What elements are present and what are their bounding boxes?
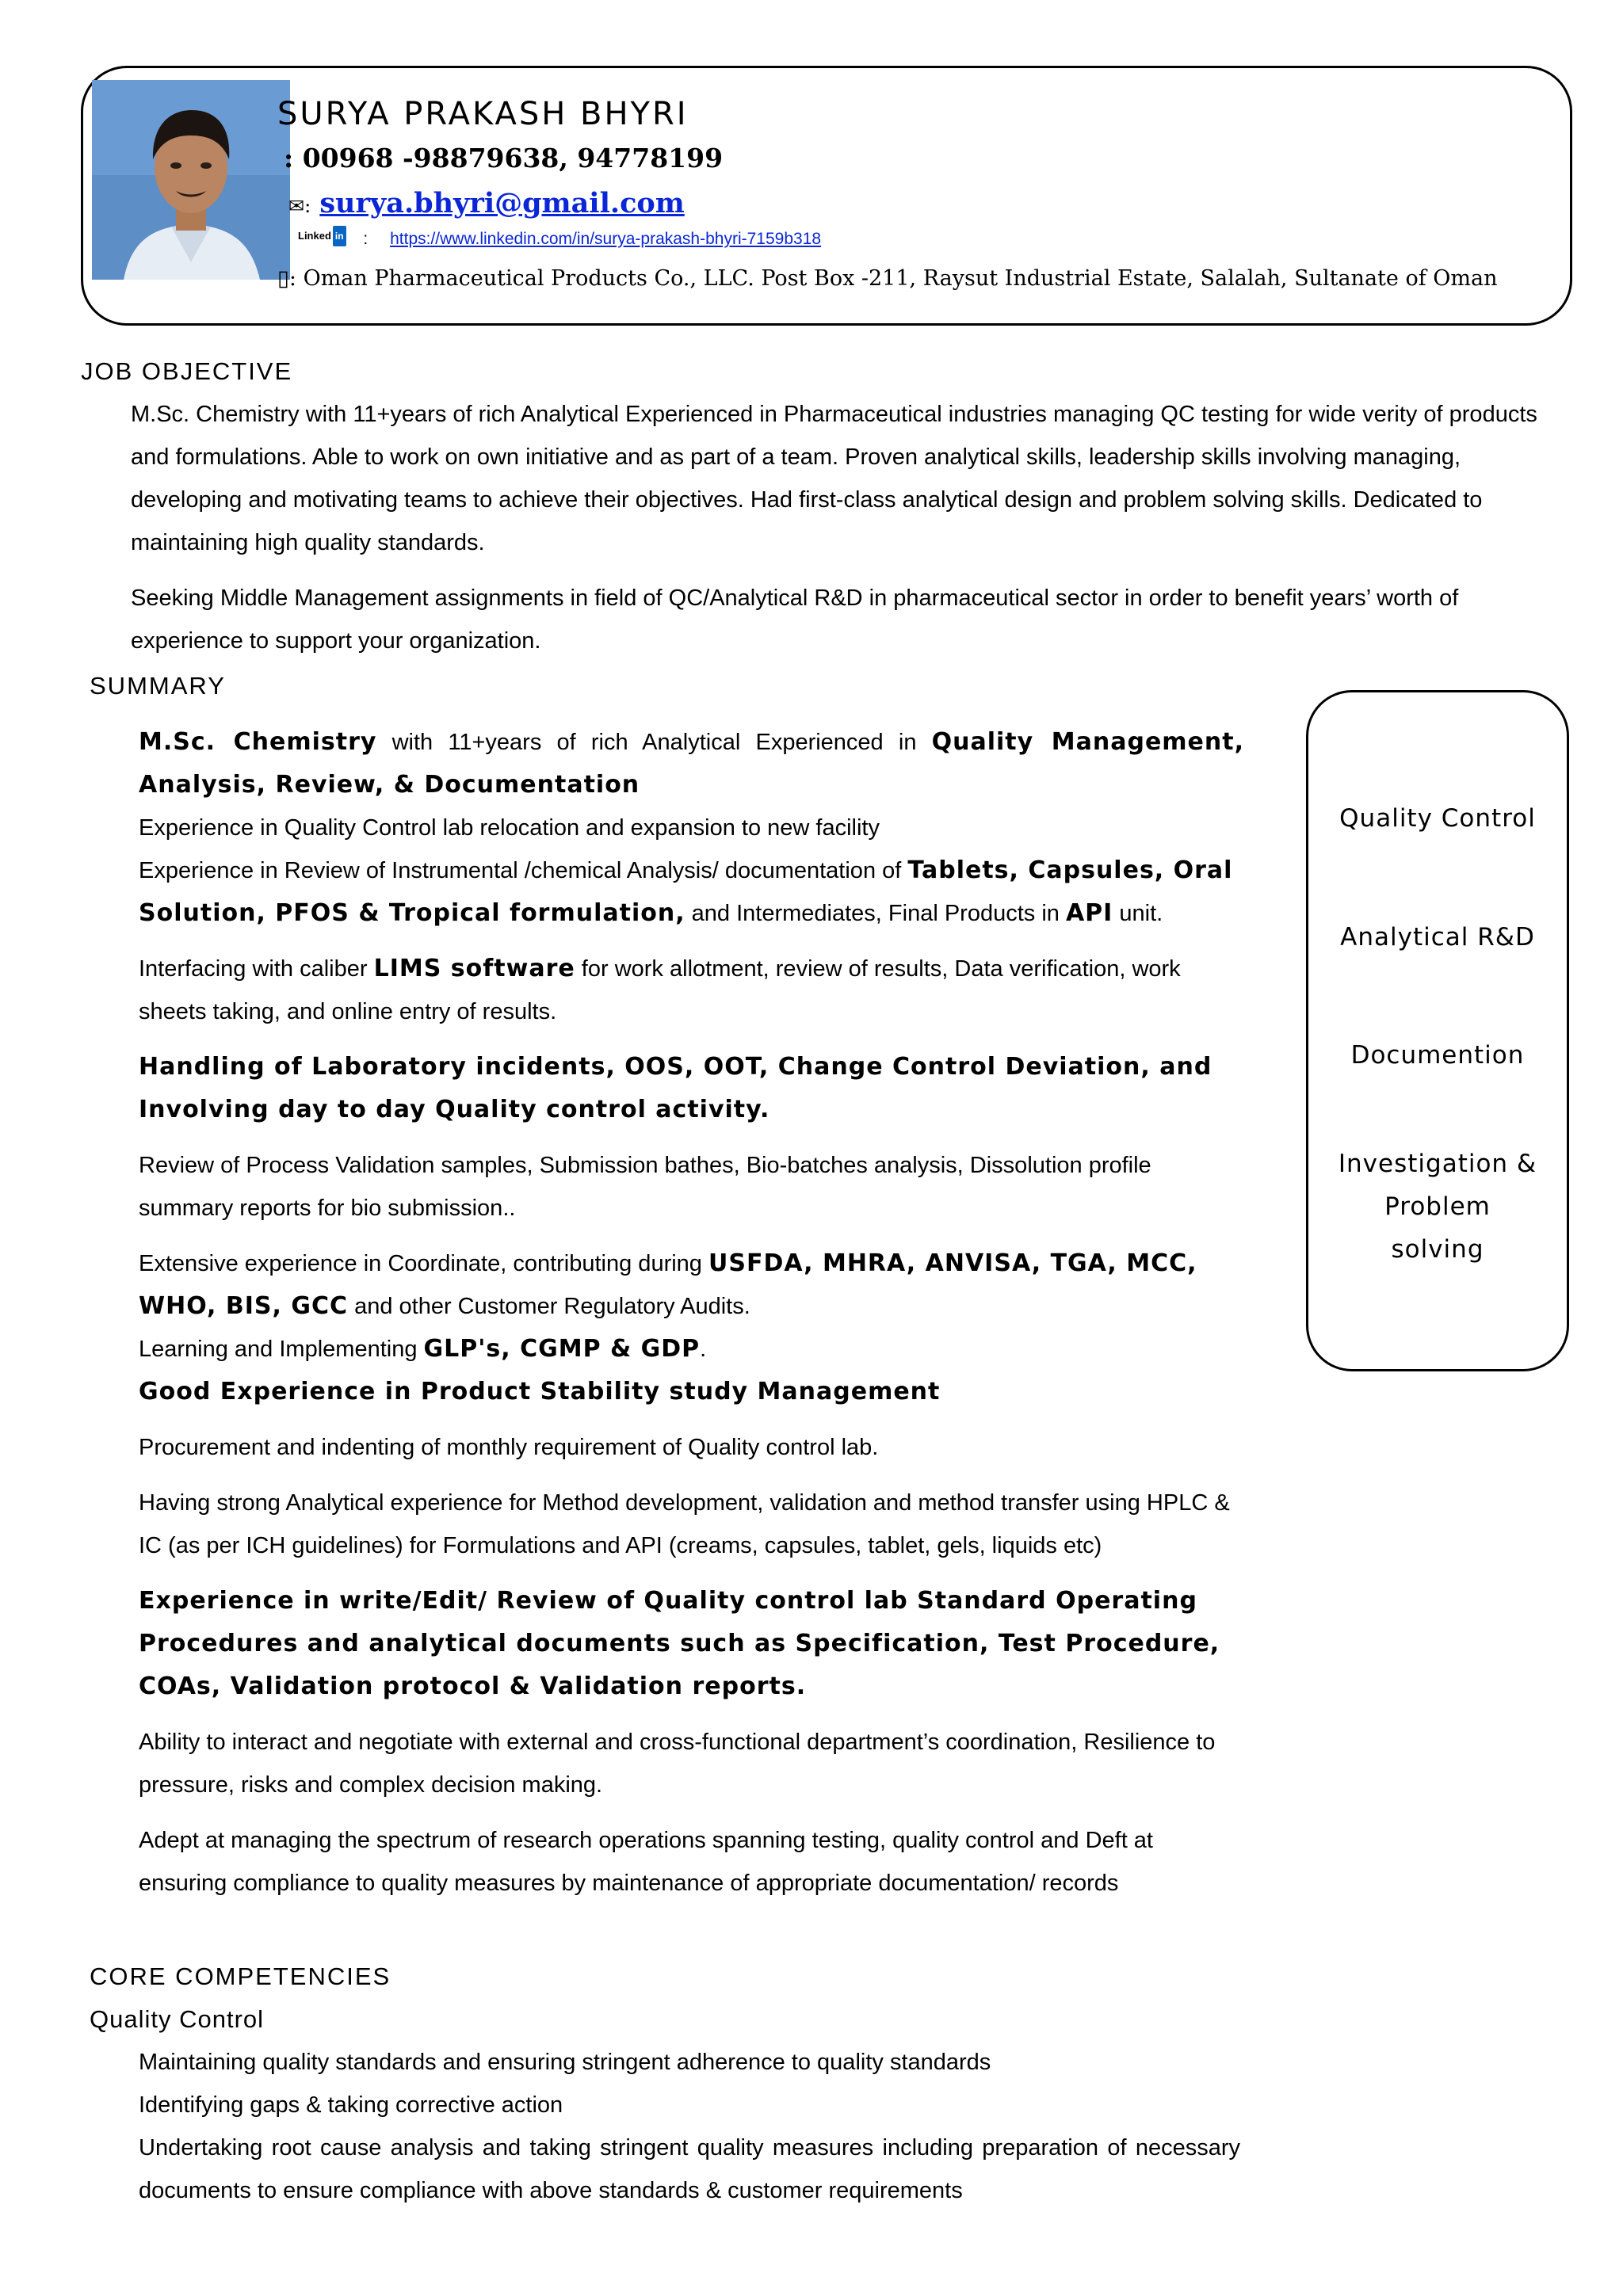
summary-item-4-text-b: for work allotment, review of results, Data verification, work sheets taking, and online entry of results.	[139, 956, 1181, 1024]
summary-item-12: Experience in write/Edit/ Review of Quality control lab Standard Operating Procedures and analytical documents such as Specification, Test Procedure, COAs, Validation protocol & Validation reports.	[139, 1587, 1220, 1700]
email-icon: ✉:	[288, 195, 311, 217]
summary-item-3-bold-a: Tablets, Capsules, Oral Solution, PFOS & Tropical formulation,	[139, 856, 1233, 927]
job-objective-section	[131, 393, 1541, 564]
summary-item-4-text-a: Interfacing with caliber	[139, 956, 374, 982]
email-link[interactable]: surya.bhyri@gmail.com	[319, 187, 685, 219]
summary-item-8	[139, 1328, 1244, 1371]
email-row	[288, 187, 685, 223]
summary-item-3-text-a: Experience in Review of Instrumental /chemical Analysis/ documentation of	[139, 858, 908, 883]
linkedin-row	[298, 226, 821, 250]
phone-number: 00968 -98879638, 94778199	[302, 143, 724, 174]
skill-investigation-line-1: Investigation &	[1338, 1150, 1537, 1178]
summary-item-3-bold-b: API	[1065, 899, 1113, 927]
summary-item-6: Review of Process Validation samples, Submission bathes, Bio-batches analysis, Dissolution profile summary reports for bio submission..	[139, 1153, 1151, 1221]
summary-item-8-text-b: .	[700, 1337, 707, 1362]
summary-item-14: Adept at managing the spectrum of research operations spanning testing, quality control and Deft at ensuring compliance to quality measures by maintenance of appropriate documentation/ records	[139, 1828, 1153, 1896]
summary-item-3	[139, 849, 1244, 935]
linkedin-label: Linked	[298, 230, 331, 242]
address-row	[277, 265, 1498, 292]
summary-item-5: Handling of Laboratory incidents, OOS, OOT, Change Control Deviation, and Involving day to day Quality control activity.	[139, 1053, 1212, 1123]
phone-row	[284, 143, 723, 174]
competency-item-1: Maintaining quality standards and ensuring stringent adherence to quality standards	[139, 2050, 991, 2075]
summary-item-9: Good Experience in Product Stability study Management	[139, 1378, 941, 1405]
skill-investigation-line-2: Problem	[1384, 1192, 1491, 1221]
job-objective-heading: JOB OBJECTIVE	[81, 357, 293, 385]
summary-item-7-text-b: and other Customer Regulatory Audits.	[348, 1294, 750, 1319]
summary-item-1	[139, 721, 1244, 807]
skill-quality-control: Quality Control	[1339, 804, 1536, 833]
summary-item-1-text: with 11+years of rich Analytical Experienced in	[376, 730, 932, 755]
core-competencies-heading: CORE COMPETENCIES	[90, 1962, 391, 1990]
phone-icon: :	[284, 143, 294, 174]
summary-item-4	[139, 948, 1244, 1033]
address-icon: ▯:	[277, 266, 296, 291]
summary-item-2: Experience in Quality Control lab relocation and expansion to new facility	[139, 815, 880, 841]
profile-photo	[92, 80, 290, 280]
core-competencies-subtitle: Quality Control	[90, 2005, 265, 2033]
competency-item-2: Identifying gaps & taking corrective action	[139, 2092, 563, 2118]
summary-item-7	[139, 1242, 1244, 1328]
summary-item-4-bold: LIMS software	[373, 955, 575, 982]
skill-analytical-rnd: Analytical R&D	[1340, 923, 1535, 952]
job-objective-paragraph-2: Seeking Middle Management assignments in field of QC/Analytical R&D in pharmaceutical sector in order to benefit years’ worth of experience to support your organization.	[131, 585, 1459, 654]
summary-heading: SUMMARY	[90, 672, 226, 700]
summary-item-10: Procurement and indenting of monthly requirement of Quality control lab.	[139, 1435, 879, 1460]
linkedin-icon	[298, 226, 346, 246]
skill-investigation-line-3: solving	[1391, 1235, 1484, 1264]
summary-item-1-bold-b: Quality Management, Analysis, Review, & Documentation	[139, 728, 1245, 799]
summary-item-3-text-c: unit.	[1113, 901, 1163, 926]
address-text: Oman Pharmaceutical Products Co., LLC. Post Box -211, Raysut Industrial Estate, Salalah, Sultanate of Oman	[303, 266, 1498, 291]
summary-item-1-bold-a: M.Sc. Chemistry	[139, 728, 377, 756]
summary-item-3-text-b: and Intermediates, Final Products in	[685, 901, 1066, 926]
summary-item-11: Having strong Analytical experience for Method development, validation and method transfer using HPLC & IC (as per ICH guidelines) for Formulations and API (creams, capsules, tablet, gels, liquids etc)	[139, 1490, 1230, 1558]
job-objective-clip	[131, 577, 1541, 654]
core-competencies-list	[139, 2041, 1240, 2212]
summary-item-8-text-a: Learning and Implementing	[139, 1337, 424, 1362]
linkedin-separator: :	[363, 230, 369, 248]
candidate-name: SURYA PRAKASH BHYRI	[277, 96, 689, 132]
summary-item-7-bold: USFDA, MHRA, ANVISA, TGA, MCC, WHO, BIS, GCC	[139, 1249, 1197, 1320]
job-objective-paragraph-1: M.Sc. Chemistry with 11+years of rich Analytical Experienced in Pharmaceutical industries managing QC testing for wide verity of products and formulations. Able to work on own initiative and as part of a team. Proven analytical skills, leadership skills involving managing, developing and motivating teams to achieve their objectives. Had first-class analytical design and problem solving skills. Dedicated to maintaining high quality standards.	[131, 402, 1537, 555]
linkedin-url-link[interactable]: https://www.linkedin.com/in/surya-prakash-bhyri-7159b318	[390, 230, 822, 248]
competency-item-3: Undertaking root cause analysis and taking stringent quality measures including preparation of necessary documents to ensure compliance with above standards & customer requirements	[139, 2135, 1240, 2203]
summary-item-8-bold: GLP's, CGMP & GDP	[423, 1335, 701, 1363]
skill-documention: Documention	[1350, 1041, 1525, 1070]
linkedin-badge: in	[333, 226, 346, 246]
summary-item-7-text-a: Extensive experience in Coordinate, contributing during	[139, 1251, 708, 1276]
summary-section	[139, 721, 1244, 1905]
summary-item-13: Ability to interact and negotiate with external and cross-functional department’s coordination, Resilience to pressure, risks and complex decision making.	[139, 1730, 1216, 1798]
